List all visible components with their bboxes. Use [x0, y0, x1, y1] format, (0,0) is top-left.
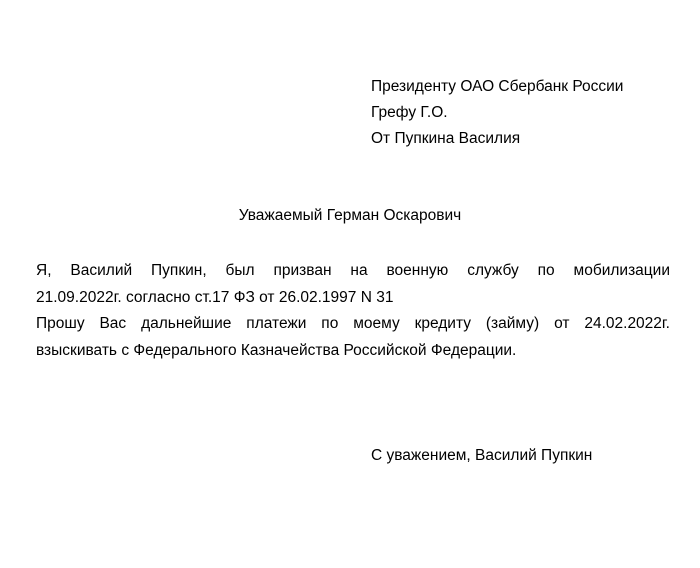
- letter-body: [36, 258, 670, 364]
- addressee-recipient: Президенту ОАО Сбербанк России: [371, 78, 624, 95]
- body-line-1: Я, Василий Пупкин, был призван на военную службу по мобилизации: [36, 262, 670, 279]
- salutation: Уважаемый Герман Оскарович: [238, 207, 462, 224]
- body-line-2: 21.09.2022г. согласно ст.17 ФЗ от 26.02.1997 N 31: [36, 288, 394, 306]
- addressee-block: [371, 74, 681, 152]
- addressee-sender: От Пупкина Василия: [371, 130, 521, 147]
- body-line-4: взыскивать с Федерального Казначейства Российской Федерации.: [36, 341, 517, 359]
- addressee-name: Грефу Г.О.: [371, 104, 448, 121]
- signature: С уважением, Василий Пупкин: [371, 447, 593, 464]
- body-line-3: Прошу Вас дальнейшие платежи по моему кредиту (займу) от 24.02.2022г.: [36, 315, 670, 332]
